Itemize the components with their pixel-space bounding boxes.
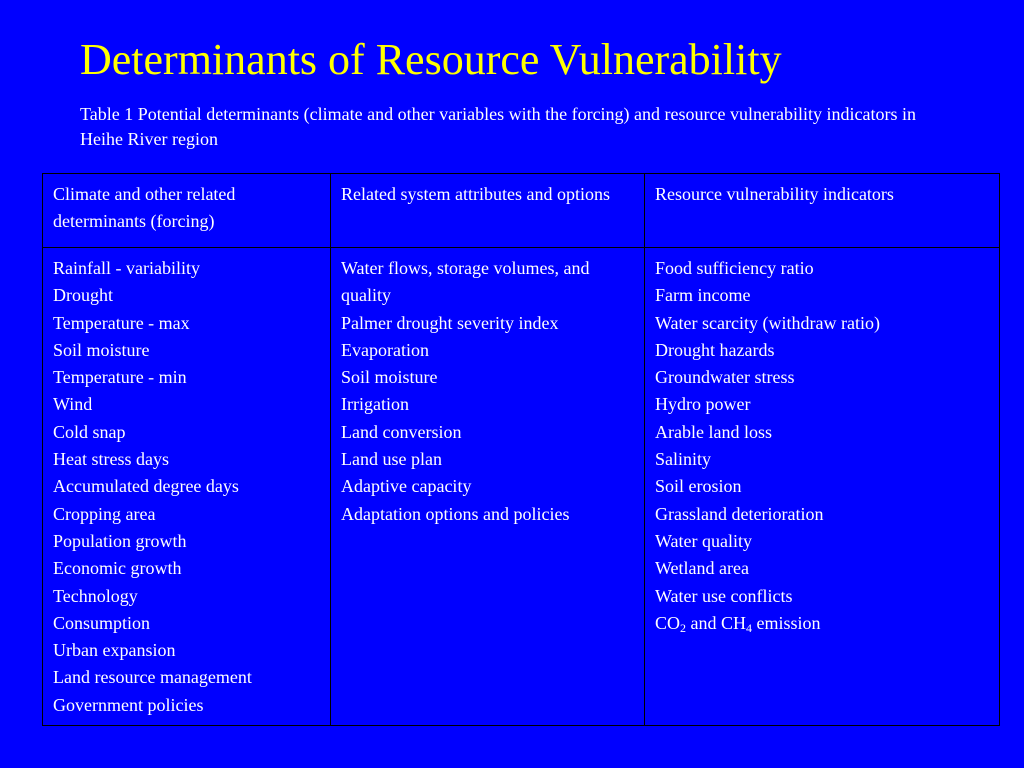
list-item: Irrigation [341, 394, 409, 415]
attributes-cell [331, 248, 645, 726]
list-item: Land conversion [341, 421, 462, 442]
emission-item [655, 610, 989, 637]
list-item: Water quality [655, 530, 753, 551]
list-item: Cropping area [53, 503, 156, 524]
co-text: CO [655, 612, 681, 633]
co-subscript: 2 [680, 620, 687, 635]
list-item: Salinity [655, 449, 712, 470]
list-item: Soil erosion [655, 476, 742, 497]
list-item: Consumption [53, 612, 151, 633]
list-item: Soil moisture [53, 339, 150, 360]
list-item: Drought [53, 285, 113, 306]
table-caption: Table 1 Potential determinants (climate and other variables with the forcing) and resource vulnerability indicators in Heihe River region [80, 104, 916, 149]
list-item: Groundwater stress [655, 367, 795, 388]
list-item: Farm income [655, 285, 751, 306]
list-item: Temperature - max [53, 312, 190, 333]
list-item: Water use conflicts [655, 585, 793, 606]
list-item: Food sufficiency ratio [655, 258, 814, 278]
header-indicators: Resource vulnerability indicators [645, 174, 1000, 248]
list-item: Drought hazards [655, 339, 775, 360]
list-item: Hydro power [655, 394, 751, 415]
list-item: Soil moisture [341, 367, 438, 388]
list-item: Accumulated degree days [53, 476, 239, 497]
vulnerability-table [42, 173, 1000, 726]
list-item: Water scarcity (withdraw ratio) [655, 312, 880, 333]
list-item: Water flows, storage volumes, and quality [341, 258, 590, 306]
ch-subscript: 4 [746, 620, 753, 635]
table-body-row [43, 248, 1000, 726]
list-item: Heat stress days [53, 449, 169, 470]
list-item: Urban expansion [53, 640, 176, 661]
list-item: Wind [53, 394, 93, 415]
list-item: Rainfall - variability [53, 258, 200, 278]
list-item: Economic growth [53, 558, 182, 579]
list-item: Palmer drought severity index [341, 312, 559, 333]
list-item: Adaptation options and policies [341, 503, 570, 524]
list-item: Evaporation [341, 339, 429, 360]
list-item: Temperature - min [53, 367, 187, 388]
indicators-cell [645, 248, 1000, 726]
list-item: Technology [53, 585, 138, 606]
list-item: Land resource management [53, 667, 252, 688]
emission-tail-text: emission [752, 612, 821, 633]
header-determinants: Climate and other related determinants (forcing) [43, 174, 331, 248]
list-item: Cold snap [53, 421, 126, 442]
list-item: Government policies [53, 694, 204, 715]
list-item: Arable land loss [655, 421, 772, 442]
list-item: Wetland area [655, 558, 749, 579]
header-attributes: Related system attributes and options [331, 174, 645, 248]
list-item: Adaptive capacity [341, 476, 472, 497]
table-header-row [43, 174, 1000, 248]
slide-title: Determinants of Resource Vulnerability [80, 35, 782, 84]
and-ch-text: and CH [686, 612, 747, 633]
determinants-cell [43, 248, 331, 726]
list-item: Grassland deterioration [655, 503, 824, 524]
list-item: Population growth [53, 530, 187, 551]
list-item: Land use plan [341, 449, 442, 470]
